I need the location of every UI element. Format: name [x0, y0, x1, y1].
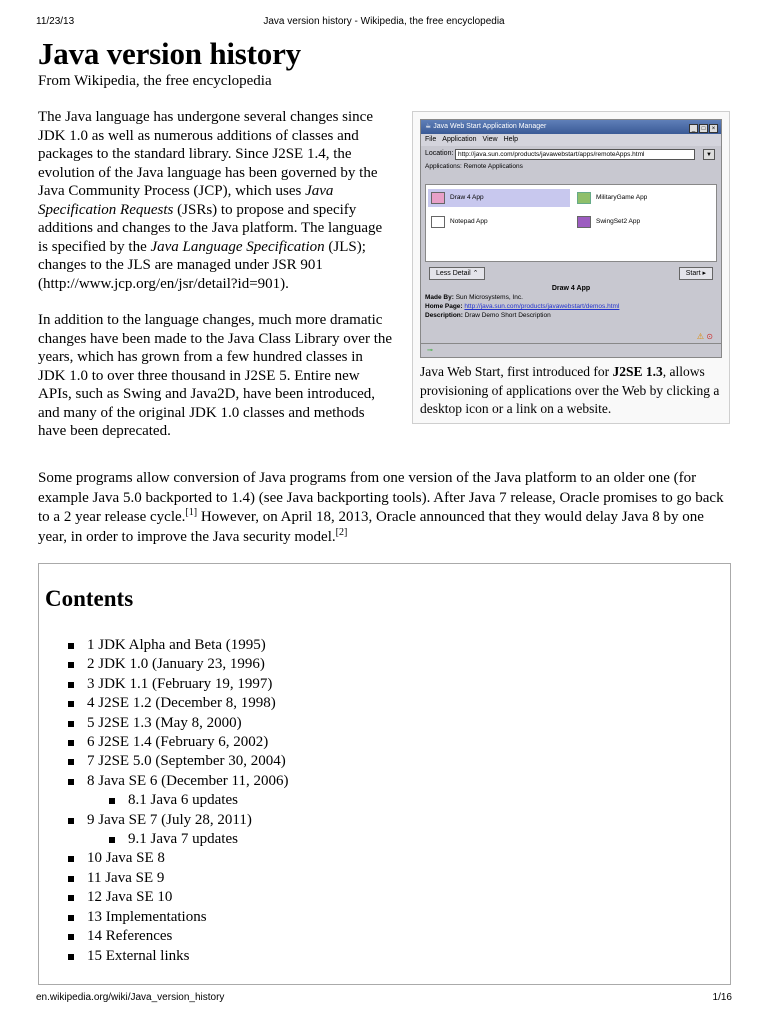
toc-item[interactable]: 5 J2SE 1.3 (May 8, 2000) [39, 714, 288, 733]
jls-term[interactable]: Java Language Specification [150, 238, 325, 255]
close-icon: × [709, 124, 718, 133]
toc-item[interactable]: 8 Java SE 6 (December 11, 2006) [39, 772, 288, 791]
page-number: 1/16 [712, 992, 732, 1003]
applications-panel [425, 184, 717, 262]
location-field: http://java.sun.com/products/javawebstart/apps/remoteApps.html [455, 149, 695, 160]
draw-app-icon [431, 192, 445, 204]
window-titlebar: ☕ Java Web Start Application Manager _ □ × [421, 120, 721, 134]
intro-section [38, 108, 394, 459]
print-header [36, 16, 732, 30]
table-of-contents [38, 563, 731, 985]
window-statusbar [421, 343, 721, 357]
window-menubar: File Application View Help [421, 134, 721, 146]
applications-label: Applications: Remote Applications [425, 163, 523, 170]
print-page-title: Java version history - Wikipedia, the free encyclopedia [263, 16, 505, 27]
network-icon: ⊸ [427, 347, 433, 354]
toc-item[interactable]: 7 J2SE 5.0 (September 30, 2004) [39, 752, 288, 771]
toc-item[interactable]: 10 Java SE 8 [39, 849, 288, 868]
print-date: 11/23/13 [36, 16, 75, 27]
notepad-app-icon [431, 216, 445, 228]
java-web-start-screenshot[interactable] [420, 119, 722, 358]
toc-item[interactable]: 11 Java SE 9 [39, 869, 288, 888]
app-swingset2: SwingSet2 App [574, 213, 714, 231]
toc-item[interactable]: 4 J2SE 1.2 (December 8, 1998) [39, 694, 288, 713]
figure-thumbnail [412, 111, 730, 424]
app-draw4: Draw 4 App [428, 189, 570, 207]
toc-item[interactable]: 9 Java SE 7 (July 28, 2011) [39, 811, 288, 830]
toc-item[interactable]: 12 Java SE 10 [39, 888, 288, 907]
app-militarygame: MilitaryGame App [574, 189, 714, 207]
toc-item[interactable]: 13 Implementations [39, 908, 288, 927]
intro-paragraph-2: In addition to the language changes, much more dramatic changes have been made to the Java Class Library over the years, which has grown from a few hundred classes in JDK 1.0 to over three thousand in J2SE 5. Entire new APIs, such as Swing and Java2D, have been introduced, and many of the original JDK 1.0 classes and methods have been deprecated. [38, 312, 393, 439]
article-source: From Wikipedia, the free encyclopedia [38, 73, 272, 89]
toolbar-icons: ⚠ ⊙ [696, 332, 713, 341]
intro-paragraph-1: The Java language has undergone several changes since JDK 1.0 as well as numerous additions of classes and packages to the standard library. Since J2SE 1.4, the evolution of the Java language has been governed by the Java Community Process (JCP), which uses Java Specification Requests (JSRs) to propose and specify additions and changes to the Java platform. The language is specified by the Java Language Specification (JLS); changes to the JLS are managed under JSR 901 (http://www.jcp.org/en/jsr/detail?id=901). [38, 109, 383, 292]
minimize-icon: _ [689, 124, 698, 133]
chevron-down-icon: ▼ [703, 149, 715, 160]
jsr-term[interactable]: Java Specification Requests [38, 183, 334, 218]
toc-item[interactable]: 3 JDK 1.1 (February 19, 1997) [39, 675, 288, 694]
start-button: Start ▸ [679, 267, 713, 280]
toc-item[interactable]: 1 JDK Alpha and Beta (1995) [39, 636, 288, 655]
body-paragraph: Some programs allow conversion of Java programs from one version of the Java platform to an older one (for example Java 5.0 backported to 1.4) (see Java backporting tools). After Java 7 release, Oracle promises to go back to a 2 year release cycle.[1] However, on April 18, 2013, Oracle announced that they would delay Java 8 by one year, in order to improve the Java security model.[2] [38, 470, 724, 545]
toc-item[interactable]: 14 References [39, 927, 288, 946]
toc-subitem[interactable]: 8.1 Java 6 updates [39, 791, 288, 810]
toc-subitem[interactable]: 9.1 Java 7 updates [39, 830, 288, 849]
citation-2[interactable]: [2] [335, 526, 348, 538]
article-title: Java version history [38, 36, 301, 71]
game-app-icon [577, 192, 591, 204]
less-detail-button: Less Detail ⌃ [429, 267, 485, 280]
app-details: Draw 4 App Made By: Sun Microsystems, Inc. Home Page: http://java.sun.com/products/javawebstart/demos.html Description: Draw Demo Short Description [425, 285, 620, 319]
toc-item[interactable]: 2 JDK 1.0 (January 23, 1996) [39, 655, 288, 674]
toc-item[interactable]: 15 External links [39, 947, 288, 966]
citation-1[interactable]: [1] [185, 507, 198, 518]
maximize-icon: □ [699, 124, 708, 133]
print-footer [36, 992, 732, 1006]
toc-heading: Contents [45, 586, 134, 611]
button-row [425, 266, 717, 282]
print-url: en.wikipedia.org/wiki/Java_version_history [36, 992, 225, 1003]
coffee-cup-icon: ☕ [425, 123, 434, 130]
app-notepad: Notepad App [428, 213, 570, 231]
toc-list [39, 636, 288, 966]
swing-app-icon [577, 216, 591, 228]
toc-item[interactable]: 6 J2SE 1.4 (February 6, 2002) [39, 733, 288, 752]
location-row: Location: http://java.sun.com/products/javawebstart/apps/remoteApps.html ▼ [421, 146, 721, 162]
figure-caption: Java Web Start, first introduced for J2SE 1.3, allows provisioning of applications over the Web by clicking a desktop icon or a link on a website. [420, 364, 720, 416]
